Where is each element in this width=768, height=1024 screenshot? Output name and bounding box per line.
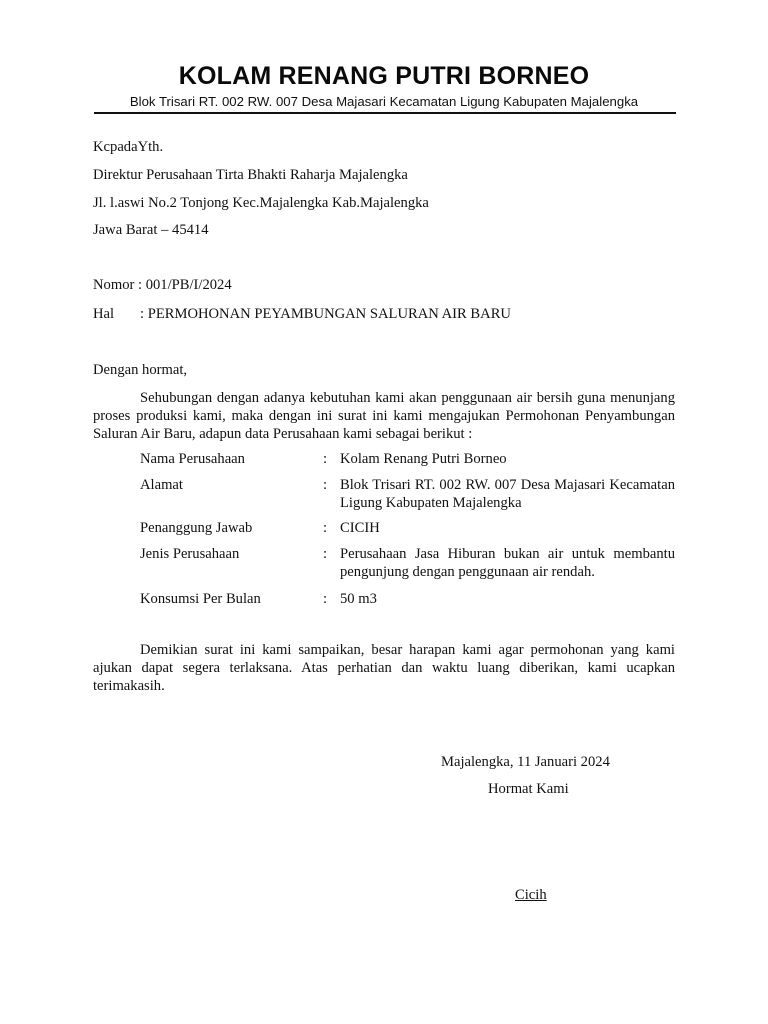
- detail-colon: :: [323, 546, 328, 562]
- letterhead-title: KOLAM RENANG PUTRI BORNEO: [178, 62, 590, 90]
- recipient-region: Jawa Barat – 45414: [93, 222, 209, 238]
- detail-value: Kolam Renang Putri Borneo: [340, 451, 507, 467]
- intro-text: Sehubungan dengan adanya kebutuhan kami akan penggunaan air bersih guna menunjang proses produksi kami, maka dengan ini surat ini kami mengajukan Permohonan Penyambungan Saluran Air Baru, adapun data Perusahaan kami sebagai berikut :: [93, 390, 675, 442]
- detail-label: Penanggung Jawab: [140, 520, 253, 536]
- letterhead-address: Blok Trisari RT. 002 RW. 007 Desa Majasari Kecamatan Ligung Kabupaten Majalengka: [129, 94, 639, 109]
- detail-colon: :: [323, 451, 328, 467]
- place-date: Majalengka, 11 Januari 2024: [441, 754, 610, 770]
- subject-label: Hal: [93, 306, 115, 322]
- detail-value: Perusahaan Jasa Hiburan bukan air untuk membantu pengunjung dengan penggunaan air rendah.: [340, 546, 675, 580]
- closing-text: Demikian surat ini kami sampaikan, besar harapan kami agar permohonan yang kami ajukan dapat segera terlaksana. Atas perhatian dan waktu luang diberikan, kami ucapkan terimakasih.: [93, 642, 675, 694]
- recipient-salutation: KcpadaYth.: [93, 139, 164, 155]
- intro-paragraph: [93, 389, 675, 443]
- detail-label: Jenis Perusahaan: [140, 546, 240, 562]
- detail-value: CICIH: [340, 520, 380, 536]
- greeting: Dengan hormat,: [93, 362, 188, 378]
- closing-paragraph: [93, 641, 675, 695]
- letterhead-divider: [94, 112, 676, 114]
- signatory-name: Cicih: [515, 887, 547, 903]
- detail-colon: :: [323, 591, 328, 607]
- letter-number: Nomor : 001/PB/I/2024: [93, 277, 232, 293]
- recipient-name: Direktur Perusahaan Tirta Bhakti Raharja Majalengka: [93, 167, 408, 183]
- detail-label: Konsumsi Per Bulan: [140, 591, 261, 607]
- closing-regards: Hormat Kami: [488, 781, 569, 797]
- detail-value: 50 m3: [340, 591, 377, 607]
- detail-label: Alamat: [140, 477, 183, 493]
- subject-value: : PERMOHONAN PEYAMBUNGAN SALURAN AIR BARU: [140, 306, 511, 322]
- recipient-street: Jl. l.aswi No.2 Tonjong Kec.Majalengka Kab.Majalengka: [93, 195, 429, 211]
- detail-colon: :: [323, 520, 328, 536]
- detail-value: Blok Trisari RT. 002 RW. 007 Desa Majasari Kecamatan Ligung Kabupaten Majalengka: [340, 477, 675, 511]
- detail-colon: :: [323, 477, 328, 493]
- detail-label: Nama Perusahaan: [140, 451, 245, 467]
